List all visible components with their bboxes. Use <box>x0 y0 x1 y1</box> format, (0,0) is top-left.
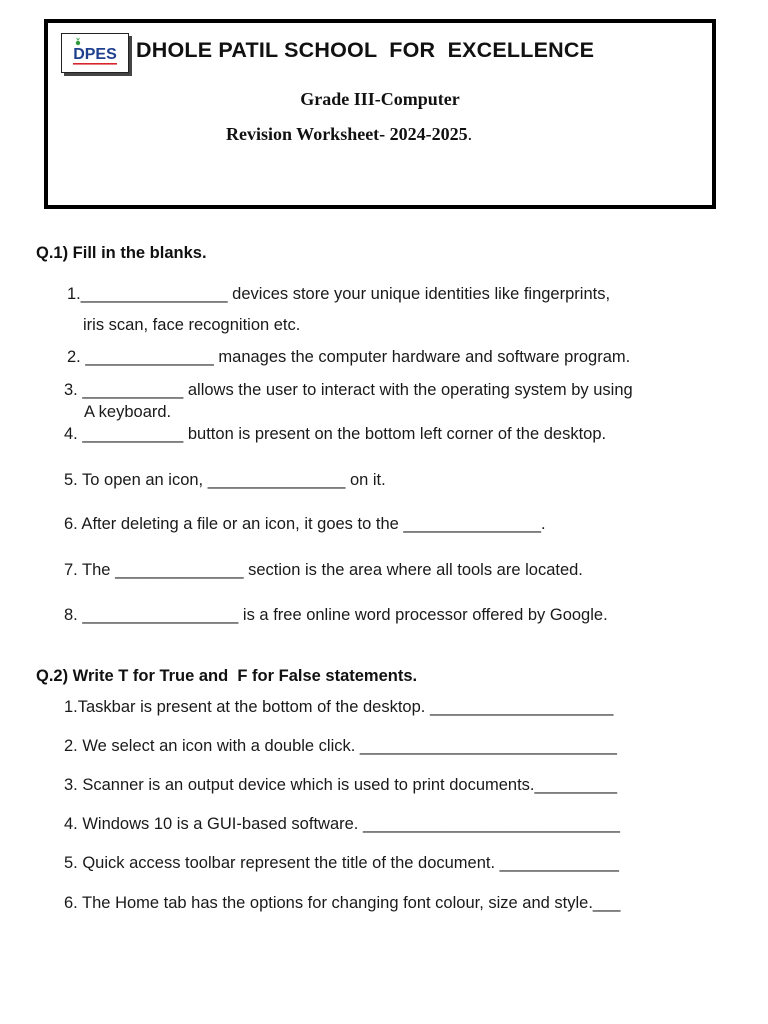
dpes-logo-icon <box>67 37 123 69</box>
q2-item-5: 5. Quick access toolbar represent the title of the document. _____________ <box>64 854 619 872</box>
q1-item-1-continued: iris scan, face recognition etc. <box>83 316 301 334</box>
q1-item-4: 4. ___________ button is present on the bottom left corner of the desktop. <box>64 425 607 443</box>
worksheet-title-dot: . <box>467 124 473 144</box>
school-logo <box>61 33 129 73</box>
header-box <box>44 19 716 209</box>
q2-item-6: 6. The Home tab has the options for changing font colour, size and style.___ <box>64 894 621 912</box>
grade-title: Grade III-Computer <box>300 89 460 109</box>
q2-item-4: 4. Windows 10 is a GUI-based software. ____________________________ <box>64 815 620 833</box>
q1-item-3: 3. ___________ allows the user to interact with the operating system by using <box>64 381 633 399</box>
q1-item-1: 1.________________ devices store your unique identities like fingerprints, <box>67 285 611 303</box>
q2-item-3: 3. Scanner is an output device which is used to print documents._________ <box>64 776 618 794</box>
q1-item-8: 8. _________________ is a free online word processor offered by Google. <box>64 606 608 624</box>
q1-item-6: 6. After deleting a file or an icon, it goes to the _______________. <box>64 515 546 533</box>
worksheet-title-text: Revision Worksheet- 2024-2025 <box>226 124 468 144</box>
q2-item-1: 1.Taskbar is present at the bottom of the desktop. ____________________ <box>64 698 614 716</box>
q2-title: Q.2) Write T for True and F for False statements. <box>36 667 418 685</box>
q2-item-2: 2. We select an icon with a double click. ____________________________ <box>64 737 617 755</box>
q1-item-2: 2. ______________ manages the computer hardware and software program. <box>67 348 631 366</box>
q1-item-3-continued: A keyboard. <box>84 403 172 421</box>
school-name: DHOLE PATIL SCHOOL FOR EXCELLENCE <box>136 38 595 62</box>
worksheet-title <box>226 124 472 145</box>
q1-item-7: 7. The ______________ section is the area where all tools are located. <box>64 561 583 579</box>
q1-item-5: 5. To open an icon, _______________ on it. <box>64 471 386 489</box>
q1-title: Q.1) Fill in the blanks. <box>36 244 207 262</box>
logo-text: DPES <box>73 46 117 63</box>
